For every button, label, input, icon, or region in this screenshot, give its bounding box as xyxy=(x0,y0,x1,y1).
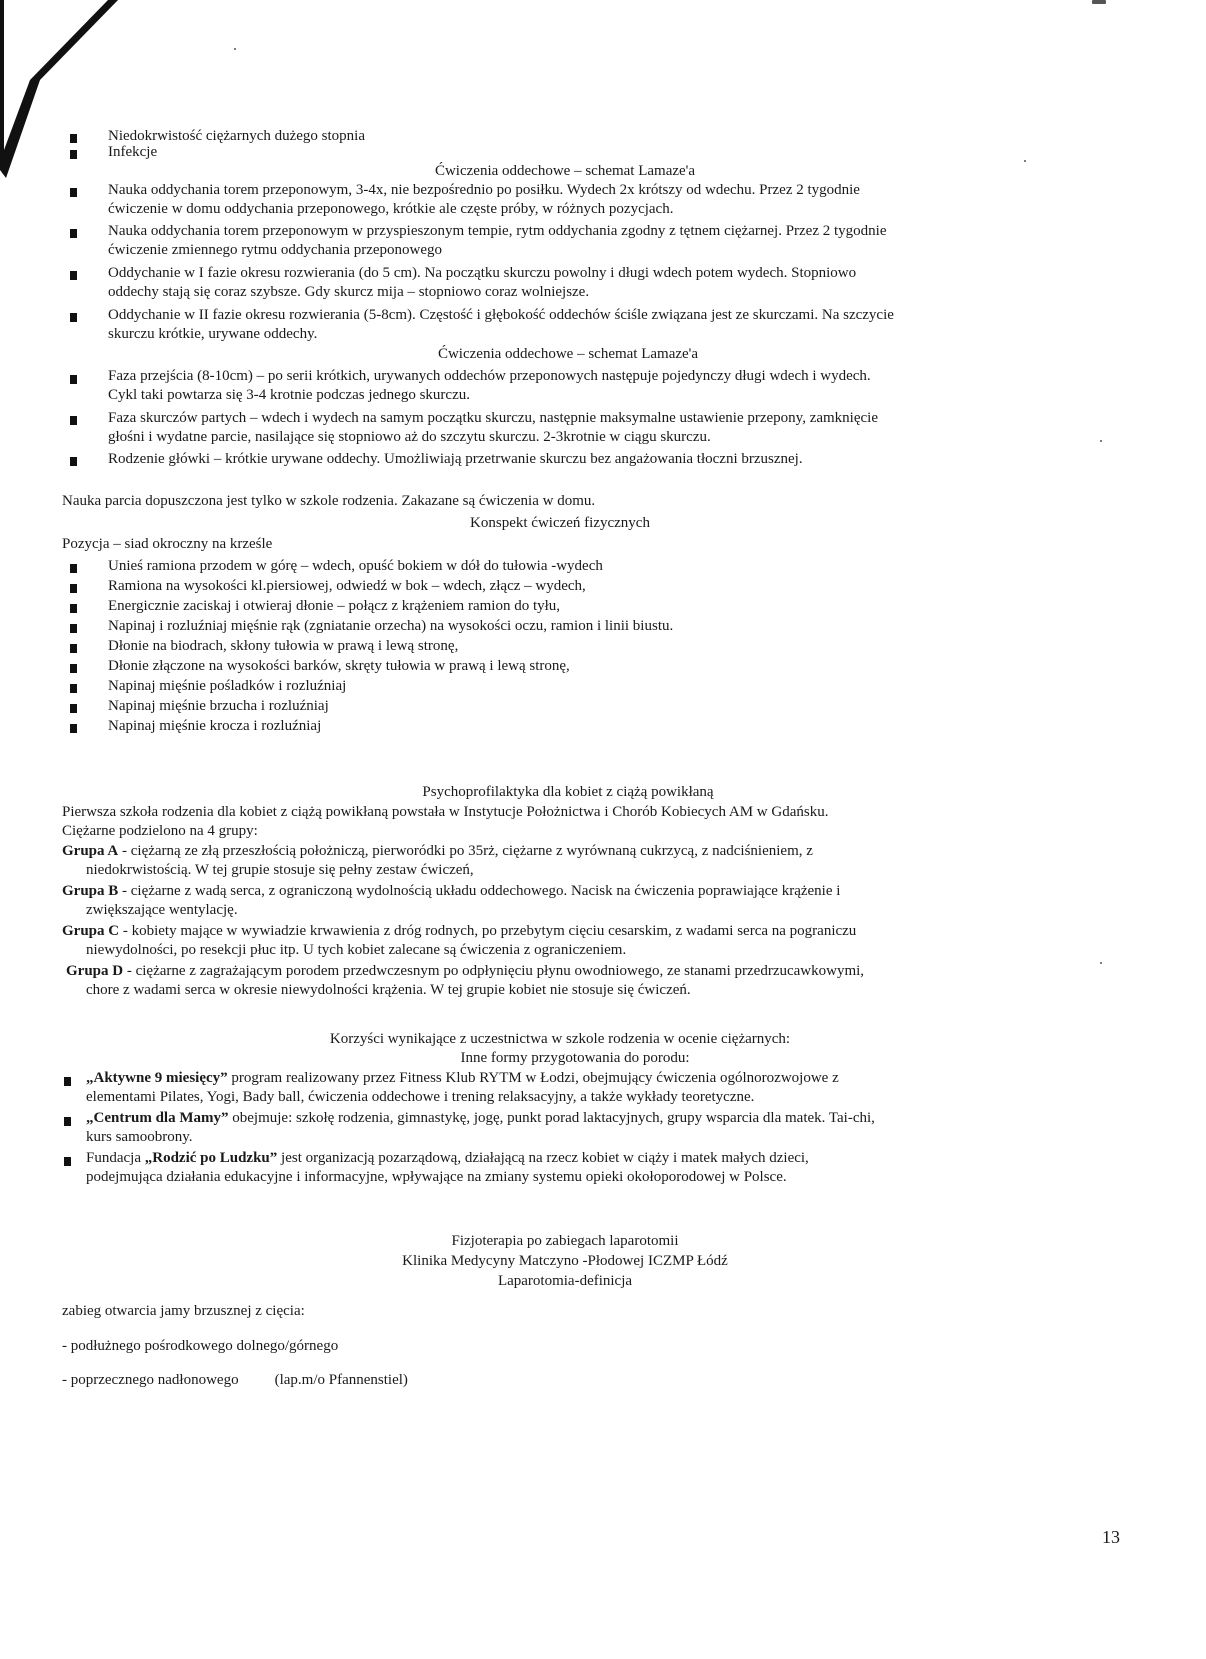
bullet-icon xyxy=(70,375,77,384)
list-item xyxy=(86,1069,839,1087)
bullet-icon xyxy=(64,1117,71,1126)
position-label: Pozycja – siad okroczny na krześle xyxy=(62,536,273,552)
bullet-icon xyxy=(70,271,77,280)
list-item-cont: skurczu krótkie, urywane oddechy. xyxy=(108,326,318,342)
group-text: - kobiety mające w wywiadzie krwawienia z dróg rodnych, po przebytym cięciu cesarskim, z wadami serca na pograniczu xyxy=(119,923,857,939)
exercise-item: Dłonie na biodrach, skłony tułowia w prawą i lewą stronę, xyxy=(108,638,459,654)
scan-speck xyxy=(1092,0,1106,4)
list-item: Nauka oddychania torem przeponowym, 3-4x, nie bezpośrednio po posiłku. Wydech 2x krótszy od wdechu. Przez 2 tygodnie xyxy=(108,182,860,198)
bullet-icon xyxy=(70,604,77,613)
exercise-item: Napinaj mięśnie brzucha i rozluźniaj xyxy=(108,698,329,714)
bullet-icon xyxy=(70,724,77,733)
item-text: jest organizacją pozarządową, działającą na rzecz kobiet w ciąży i matek małych dzieci, xyxy=(277,1150,809,1166)
group-text: - ciężarną ze złą przeszłością położniczą, pierworódki po 35rż, ciężarne z wyrównaną cukrzycą, z nadciśnieniem, z xyxy=(118,843,813,859)
list-item: - podłużnego pośrodkowego dolnego/górnego xyxy=(62,1338,339,1354)
list-item-cont: ćwiczenie zmiennego rytmu oddychania przeponowego xyxy=(108,242,443,258)
section-heading: Ćwiczenia oddechowe – schemat Lamaze'a xyxy=(437,346,699,362)
item-name: „Aktywne 9 miesięcy” xyxy=(86,1070,228,1086)
list-item-cont: kurs samoobrony. xyxy=(86,1129,193,1145)
group-text: - ciężarne z zagrażającym porodem przedwczesnym po odpłynięciu płynu owodniowego, ze stanami przedrzucawkowymi, xyxy=(123,963,865,979)
exercise-item: Napinaj mięśnie pośladków i rozluźniaj xyxy=(108,678,347,694)
bullet-icon xyxy=(70,644,77,653)
bullet-icon xyxy=(70,624,77,633)
group-d-cont: chore z wadami serca w okresie niewydolności krążenia. W tej grupie kobiet nie stosuje się ćwiczeń. xyxy=(86,982,691,998)
bullet-icon xyxy=(70,584,77,593)
bullet-icon xyxy=(70,684,77,693)
list-item-cont: elementami Pilates, Yogi, Bady ball, ćwiczenia oddechowe i trening relaksacyjny, a także wykłady teoretyczne. xyxy=(86,1089,755,1105)
group-label: Grupa C xyxy=(62,923,120,939)
group-c-cont: niewydolności, po resekcji płuc itp. U tych kobiet zalecane są ćwiczenia z ograniczeniem. xyxy=(86,942,627,958)
list-item-cont: oddechy stają się coraz szybsze. Gdy skurcz mija – stopniowo coraz wolniejsze. xyxy=(108,284,590,300)
bullet-icon xyxy=(70,188,77,197)
bullet-icon xyxy=(70,704,77,713)
section-subheading: Inne formy przygotowania do porodu: xyxy=(460,1050,690,1066)
list-item: Infekcje xyxy=(108,144,158,160)
definition: zabieg otwarcia jamy brzusznej z cięcia: xyxy=(62,1303,305,1319)
group-b-line xyxy=(62,882,840,900)
scan-speck xyxy=(1024,160,1026,162)
item-text: Fundacja xyxy=(86,1150,145,1166)
list-item: Rodzenie główki – krótkie urywane oddechy. Umożliwiają przetrwanie skurczu bez angażowania tłoczni brzusznej. xyxy=(108,451,803,467)
list-item: Oddychanie w I fazie okresu rozwierania (do 5 cm). Na początku skurczu powolny i długi wdech potem wydech. Stopniowo xyxy=(108,265,857,281)
list-item-cont: Cykl taki powtarza się 3-4 krotnie podczas jednego skurczu. xyxy=(108,387,470,403)
bullet-icon xyxy=(70,229,77,238)
bullet-icon xyxy=(70,664,77,673)
bullet-icon xyxy=(70,564,77,573)
item-text: obejmuje: szkołę rodzenia, gimnastykę, jogę, punkt porad laktacyjnych, grupy wsparcia dla matek. Tai-chi, xyxy=(228,1110,875,1126)
exercise-item: Energicznie zaciskaj i otwieraj dłonie – połącz z krążeniem ramion do tyłu, xyxy=(108,598,561,614)
group-text: - ciężarne z wadą serca, z ograniczoną wydolnością układu oddechowego. Nacisk na ćwiczenia poprawiające krążenie i xyxy=(118,883,841,899)
item-note: (lap.m/o Pfannenstiel) xyxy=(274,1372,408,1388)
intro-paragraph: Pierwsza szkoła rodzenia dla kobiet z ciążą powikłaną powstała w Instytucje Położnictwa i Chorób Kobiecych AM w Gdańsku. xyxy=(62,804,829,820)
list-item: Oddychanie w II fazie okresu rozwierania (5-8cm). Częstość i głębokość oddechów ściśle związana jest ze skurczami. Na szczycie xyxy=(108,307,894,323)
scan-corner-mark xyxy=(0,0,120,200)
item-name: „Centrum dla Mamy” xyxy=(86,1110,229,1126)
scan-speck xyxy=(1100,440,1102,442)
group-label: Grupa D xyxy=(66,963,124,979)
item-text: - poprzecznego nadłonowego xyxy=(62,1372,239,1388)
exercise-item: Dłonie złączone na wysokości barków, skręty tułowia w prawą i lewą stronę, xyxy=(108,658,570,674)
exercise-item: Unieś ramiona przodem w górę – wdech, opuść bokiem w dół do tułowia -wydech xyxy=(108,558,603,574)
page-number: 13 xyxy=(1102,1527,1120,1547)
section-heading: Ćwiczenia oddechowe – schemat Lamaze'a xyxy=(434,163,696,179)
groups-intro: Ciężarne podzielono na 4 grupy: xyxy=(62,823,258,839)
bullet-icon xyxy=(70,134,77,143)
list-item-cont: ćwiczenie w domu oddychania przeponowego, krótkie ale częste próby, w różnych pozycjach. xyxy=(108,201,674,217)
group-label: Grupa A xyxy=(62,843,119,859)
section-subtitle: Laparotomia-definicja xyxy=(497,1273,633,1289)
exercise-item: Ramiona na wysokości kl.piersiowej, odwiedź w bok – wdech, złącz – wydech, xyxy=(108,578,586,594)
list-item: Faza przejścia (8-10cm) – po serii krótkich, urywanych oddechów przeponowych następuje pojedynczy długi wdech i wydech. xyxy=(108,368,871,384)
section-heading: Psychoprofilaktyka dla kobiet z ciążą powikłaną xyxy=(422,784,714,800)
bullet-icon xyxy=(70,457,77,466)
bullet-icon xyxy=(64,1077,71,1086)
exercise-item: Napinaj mięśnie krocza i rozluźniaj xyxy=(108,718,322,734)
group-a-cont: niedokrwistością. W tej grupie stosuje się pełny zestaw ćwiczeń, xyxy=(86,862,474,878)
clinic-name: Klinika Medycyny Matczyno -Płodowej ICZMP Łódź xyxy=(402,1253,728,1269)
group-b-cont: zwiększające wentylację. xyxy=(86,902,238,918)
section-heading: Korzyści wynikające z uczestnictwa w szkole rodzenia w ocenie ciężarnych: xyxy=(329,1031,791,1047)
bullet-icon xyxy=(64,1157,71,1166)
group-d-line xyxy=(66,962,864,980)
scan-speck xyxy=(1100,962,1102,964)
note-paragraph: Nauka parcia dopuszczona jest tylko w szkole rodzenia. Zakazane są ćwiczenia w domu. xyxy=(62,493,596,509)
group-label: Grupa B xyxy=(62,883,119,899)
group-a-line xyxy=(62,842,813,860)
list-item xyxy=(62,1371,408,1389)
list-item xyxy=(86,1149,809,1167)
bullet-icon xyxy=(70,150,77,159)
list-item-cont: podejmująca działania edukacyjne i informacyjne, wpływające na zmiany systemu opieki okołoporodowej w Polsce. xyxy=(86,1169,787,1185)
list-item: Faza skurczów partych – wdech i wydech na samym początku skurczu, następnie maksymalne ustawienie przepony, zamknięcie xyxy=(108,410,878,426)
section-heading: Konspekt ćwiczeń fizycznych xyxy=(470,515,650,531)
list-item: Nauka oddychania torem przeponowym w przyspieszonym tempie, rytm oddychania zgodny z tętnem ciężarnej. Przez 2 tygodnie xyxy=(108,223,887,239)
list-item xyxy=(86,1109,875,1127)
bullet-icon xyxy=(70,416,77,425)
section-title: Fizjoterapia po zabiegach laparotomii xyxy=(451,1233,679,1249)
group-c-line xyxy=(62,922,856,940)
list-item: Niedokrwistość ciężarnych dużego stopnia xyxy=(108,128,365,144)
scan-speck xyxy=(234,48,236,50)
item-text: program realizowany przez Fitness Klub RYTM w Łodzi, obejmujący ćwiczenia ogólnorozwojowe z xyxy=(227,1070,839,1086)
exercise-item: Napinaj i rozluźniaj mięśnie rąk (zgniatanie orzecha) na wysokości oczu, ramion i linii biustu. xyxy=(108,618,674,634)
list-item-cont: głośni i wydatne parcie, nasilające się stopniowo aż do szczytu skurczu. 2-3krotnie w ciągu skurczu. xyxy=(108,429,711,445)
item-name: „Rodzić po Ludzku” xyxy=(144,1150,278,1166)
bullet-icon xyxy=(70,313,77,322)
